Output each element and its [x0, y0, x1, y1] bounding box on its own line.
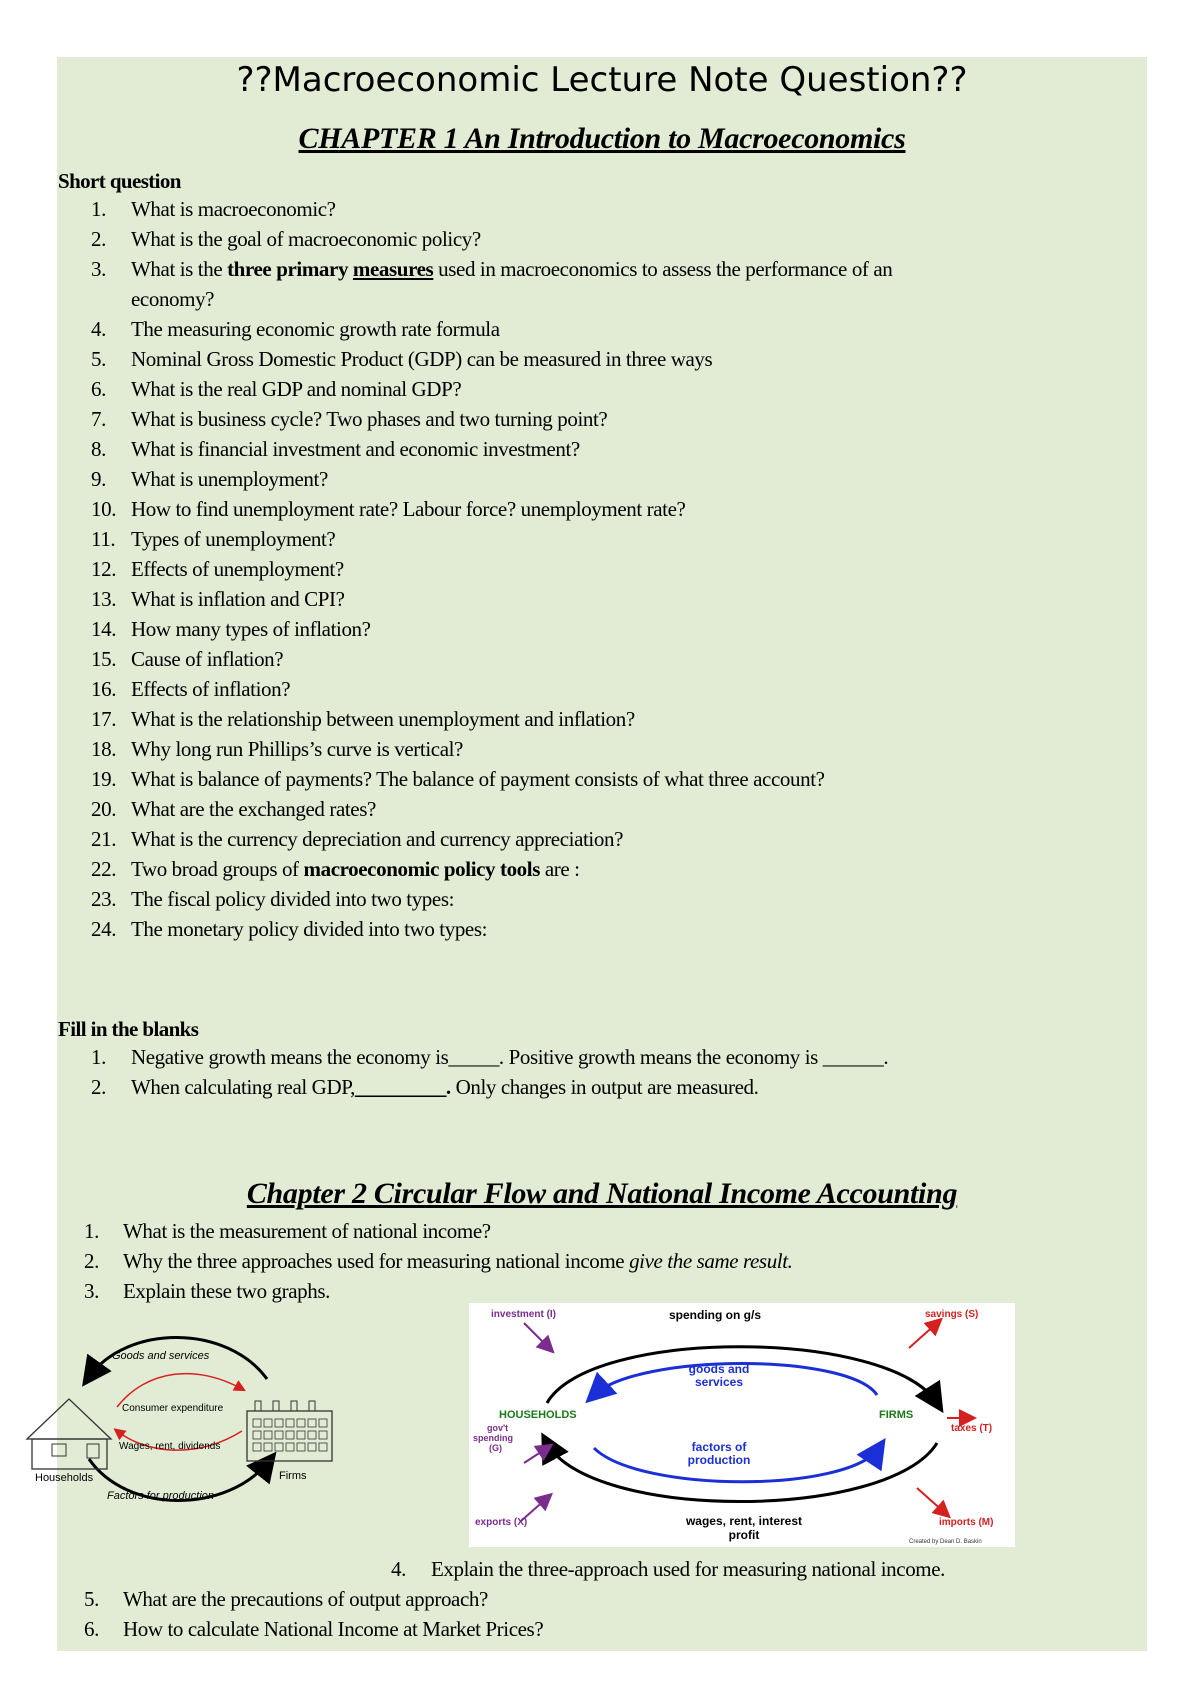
wages-label-2: profit — [728, 1528, 760, 1542]
govt-label-1: gov't — [487, 1423, 509, 1433]
short-question-24: 24. The monetary policy divided into two types: — [91, 917, 488, 941]
circular-flow-figure-detailed — [469, 1303, 1015, 1547]
factors-label: Factors for production — [107, 1490, 214, 1502]
chapter2-title: Chapter 2 Circular Flow and National Income Accounting — [246, 1177, 958, 1210]
ch2-question-1: 1. What is the measurement of national income? — [84, 1219, 491, 1243]
govt-label-3: (G) — [489, 1443, 502, 1453]
factors-label-2: production — [687, 1453, 751, 1467]
goods-services-label-1: goods and — [688, 1362, 750, 1376]
short-question-18: 18. Why long run Phillips’s curve is vertical? — [91, 737, 463, 761]
document-page — [35, 57, 1147, 1651]
short-question-21: 21. What is the currency depreciation and currency appreciation? — [91, 827, 623, 851]
savings-arrow — [909, 1323, 937, 1348]
short-question-5: 5. Nominal Gross Domestic Product (GDP) can be measured in three ways — [91, 347, 713, 371]
households-label: Households — [35, 1472, 94, 1484]
ch2-question-6: 6. How to calculate National Income at Market Prices? — [84, 1617, 544, 1641]
short-question-7: 7. What is business cycle? Two phases and two turning point? — [91, 407, 608, 431]
spending-label: spending on g/s — [669, 1308, 761, 1322]
imports-label: imports (M) — [939, 1517, 994, 1528]
short-question-23: 23. The fiscal policy divided into two types: — [91, 887, 455, 911]
ch2-question-2: 2. Why the three approaches used for measuring national income give the same result. — [84, 1249, 793, 1273]
short-question-12: 12. Effects of unemployment? — [91, 557, 344, 581]
savings-label: savings (S) — [925, 1309, 979, 1320]
short-question-10: 10. How to find unemployment rate? Labour force? unemployment rate? — [91, 497, 686, 521]
short-question-13: 13. What is inflation and CPI? — [91, 587, 345, 611]
investment-label: investment (I) — [491, 1309, 557, 1320]
short-question-11: 11. Types of unemployment? — [91, 527, 336, 551]
short-question-6: 6. What is the real GDP and nominal GDP? — [91, 377, 462, 401]
short-question-17: 17. What is the relationship between unemployment and inflation? — [91, 707, 635, 731]
households-label-right: HOUSEHOLDS — [499, 1409, 577, 1421]
document-title: ??Macroeconomic Lecture Note Question?? — [236, 60, 968, 100]
short-question-heading: Short question — [58, 169, 181, 193]
firms-label: Firms — [279, 1470, 307, 1482]
ch2-question-4: 4. Explain the three-approach used for measuring national income. — [391, 1557, 946, 1581]
govt-arrow — [524, 1448, 547, 1463]
short-question-8: 8. What is financial investment and economic investment? — [91, 437, 580, 461]
factors-label-1: factors of — [691, 1440, 747, 1454]
circular-flow-figure-simple — [35, 1319, 377, 1519]
short-question-1: 1. What is macroeconomic? — [91, 197, 336, 221]
consumer-label: Consumer expenditure — [122, 1403, 224, 1414]
chapter1-title: CHAPTER 1 An Introduction to Macroeconomics — [298, 122, 906, 155]
house-icon — [27, 1399, 111, 1469]
fill-item-2: 2. When calculating real GDP,_________. Only changes in output are measured. — [91, 1075, 759, 1099]
fill-blanks-heading: Fill in the blanks — [58, 1017, 199, 1041]
imports-arrow — [917, 1488, 945, 1513]
consumer-arrow — [117, 1374, 242, 1407]
ch2-question-3: 3. Explain these two graphs. — [84, 1279, 330, 1303]
ch2-question-5: 5. What are the precautions of output approach? — [84, 1587, 488, 1611]
factory-icon — [247, 1401, 332, 1461]
short-question-19: 19. What is balance of payments? The balance of payment consists of what three account? — [91, 767, 825, 791]
fill-blanks-list — [57, 1042, 1137, 1102]
govt-label-2: spending — [473, 1433, 513, 1443]
firms-label-right: FIRMS — [879, 1409, 914, 1421]
chapter2-list-a — [57, 1216, 1137, 1306]
taxes-label: taxes (T) — [951, 1423, 993, 1434]
short-question-2: 2. What is the goal of macroeconomic policy? — [91, 227, 481, 251]
exports-label: exports (X) — [475, 1517, 528, 1528]
short-question-22: 22. Two broad groups of macroeconomic policy tools are : — [91, 857, 580, 881]
goods-services-label-2: services — [694, 1375, 744, 1389]
short-question-14: 14. How many types of inflation? — [91, 617, 371, 641]
fill-item-1: 1. Negative growth means the economy is_____. Positive growth means the economy is ______. — [91, 1045, 889, 1069]
short-question-20: 20. What are the exchanged rates? — [91, 797, 376, 821]
chapter2-list-c — [57, 1584, 1137, 1644]
short-question-3: 3. What is the three primary measures used in macroeconomics to assess the performance of an economy? — [91, 257, 893, 311]
short-question-list — [57, 194, 1137, 944]
short-question-4: 4. The measuring economic growth rate formula — [91, 317, 500, 341]
chapter2-list-b — [357, 1554, 1137, 1584]
short-question-15: 15. Cause of inflation? — [91, 647, 284, 671]
wages-label: Wages, rent, dividends — [119, 1441, 221, 1452]
investment-arrow — [524, 1323, 549, 1348]
short-question-9: 9. What is unemployment? — [91, 467, 328, 491]
wages-label-1: wages, rent, interest — [685, 1514, 803, 1528]
short-question-16: 16. Effects of inflation? — [91, 677, 291, 701]
figure-credit: Created by Dean D. Baskin — [909, 1539, 982, 1545]
goods-label: Goods and services — [112, 1350, 210, 1362]
